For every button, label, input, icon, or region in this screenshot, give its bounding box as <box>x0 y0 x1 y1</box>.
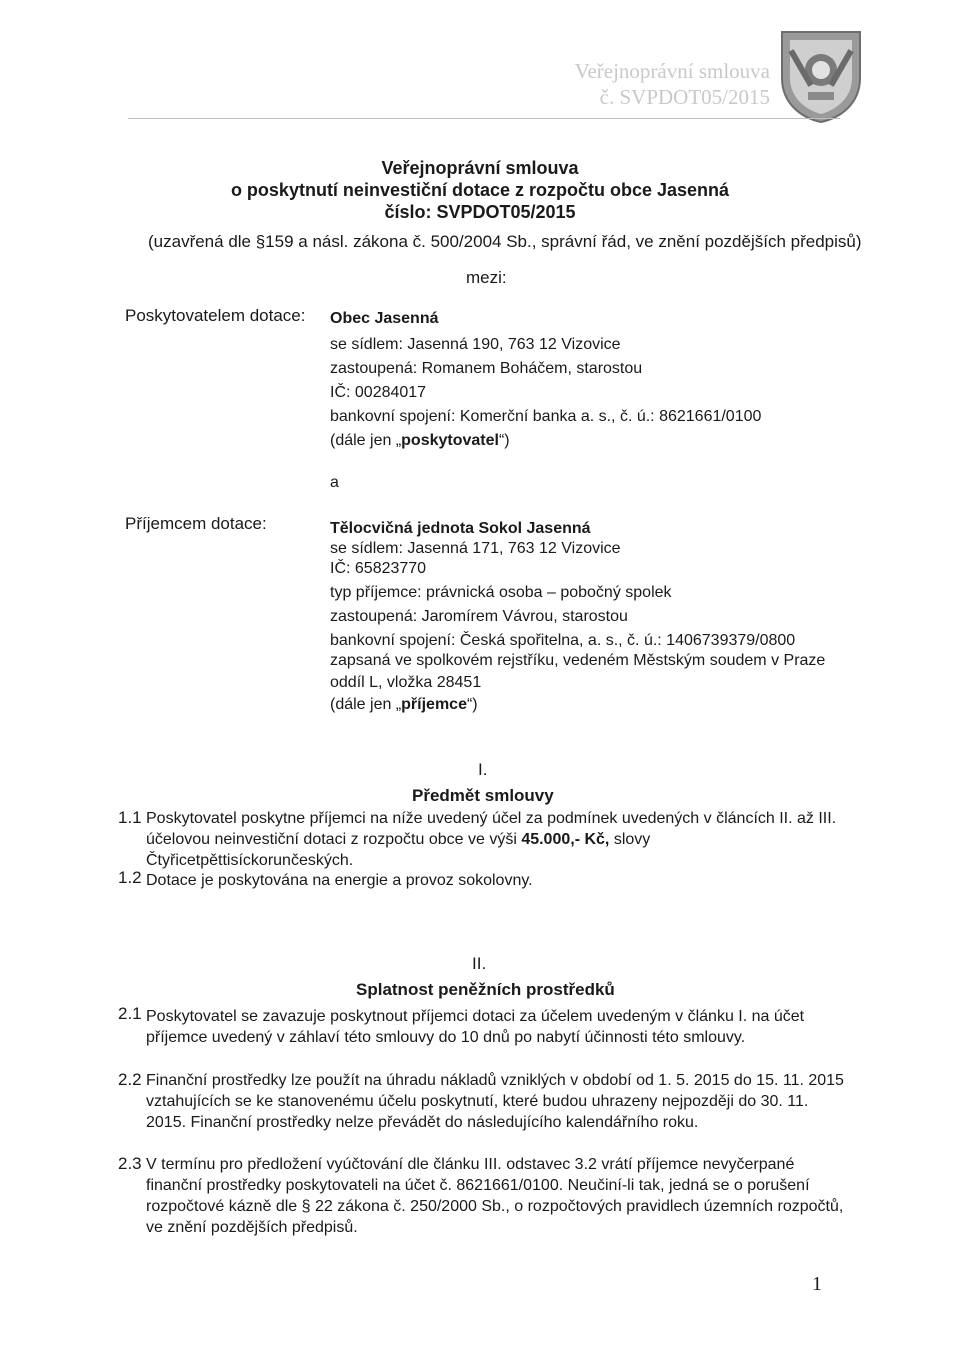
doc-subtitle: (uzavřená dle §159 a násl. zákona č. 500/2004 Sb., správní řád, ve znění pozdějších předpisů) <box>148 232 862 251</box>
paragraph-1-1-text-end: slovy Čtyřicetpěttisíckorunčeských. <box>146 831 651 869</box>
section-2-number: II. <box>472 954 487 973</box>
recipient-alias-post: “) <box>466 696 478 713</box>
and-separator: a <box>330 474 339 491</box>
between-label: mezi: <box>466 268 507 287</box>
provider-ic: IČ: 00284017 <box>330 384 427 401</box>
section-2-title: Splatnost peněžních prostředků <box>356 980 615 999</box>
doc-number: číslo: SVPDOT05/2015 <box>384 202 576 222</box>
provider-alias-pre: (dále jen „ <box>330 432 402 449</box>
recipient-alias-pre: (dále jen „ <box>330 696 402 713</box>
doc-title-line-2: o poskytnutí neinvestiční dotace z rozpočtu obce Jasenná <box>230 180 730 200</box>
paragraph-2-3: V termínu pro předložení vyúčtování dle článku III. odstavec 3.2 vrátí příjemce nevyčerpané finanční prostředky poskytovateli na účet č. 8621661/0100. Neučiní-li tak, jedná se o porušení rozpočtové kázně dle § 22 zákona č. 250/2000 Sb., o rozpočtových pravidlech územních rozpočtů, ve znění pozdějších předpisů. <box>146 1156 844 1236</box>
coat-of-arms-icon <box>778 26 864 124</box>
recipient-registry: zapsaná ve spolkovém rejstříku, vedeném Městským soudem v Praze <box>330 652 826 669</box>
recipient-ic: IČ: 65823770 <box>330 560 427 577</box>
paragraph-2-1: Poskytovatel se zavazuje poskytnout příjemci dotaci za účelem uvedeným v článku I. na účet příjemce uvedený v záhlaví této smlouvy do 10 dnů po nabytí účinnosti této smlouvy. <box>146 1008 805 1046</box>
recipient-alias-term: příjemce <box>401 696 467 713</box>
provider-alias-post: “) <box>498 432 510 449</box>
provider-seat: se sídlem: Jasenná 190, 763 12 Vizovice <box>330 336 621 353</box>
paragraph-number: 2.3 <box>118 1154 142 1173</box>
provider-alias-term: poskytovatel <box>401 432 499 449</box>
paragraph-2-2: Finanční prostředky lze použít na úhradu nákladů vzniklých v období od 1. 5. 2015 do 15. 11. 2015 vztahujících se ke stanovenému účelu poskytnutí, které budou uhrazeny nejpozději do 30. 11. 2015. Finanční prostředky nelze převádět do následujícího kalendářního roku. <box>146 1072 844 1131</box>
paragraph-1-1-text: Poskytovatel poskytne příjemci na níže uvedený účel za podmínek uvedených v článcích II. až III. účelovou neinvestiční dotaci z rozpočtu obce ve výši <box>146 810 837 848</box>
paragraph-number: 1.2 <box>118 868 142 887</box>
paragraph-1-2: Dotace je poskytována na energie a provoz sokolovny. <box>146 872 533 889</box>
page-number: 1 <box>812 1273 822 1295</box>
provider-name: Obec Jasenná <box>330 310 439 327</box>
provider-label: Poskytovatelem dotace: <box>125 306 306 325</box>
provider-alias <box>330 432 510 450</box>
recipient-represented: zastoupená: Jaromírem Vávrou, starostou <box>330 608 628 625</box>
recipient-type: typ příjemce: právnická osoba – pobočný spolek <box>330 584 672 601</box>
recipient-bank: bankovní spojení: Česká spořitelna, a. s., č. ú.: 1406739379/0800 <box>330 632 796 649</box>
header-line-2: č. SVPDOT05/2015 <box>599 85 770 109</box>
paragraph-number: 1.1 <box>118 808 142 827</box>
recipient-label: Příjemcem dotace: <box>125 514 267 533</box>
header-line-1: Veřejnoprávní smlouva <box>574 59 770 83</box>
header-text <box>575 58 770 110</box>
header-divider <box>128 118 840 119</box>
provider-represented: zastoupená: Romanem Boháčem, starostou <box>330 360 643 377</box>
recipient-section: oddíl L, vložka 28451 <box>330 674 482 691</box>
provider-bank: bankovní spojení: Komerční banka a. s., č. ú.: 8621661/0100 <box>330 408 762 425</box>
paragraph-1-1 <box>146 808 846 871</box>
paragraph-number: 2.2 <box>118 1070 142 1089</box>
recipient-seat: se sídlem: Jasenná 171, 763 12 Vizovice <box>330 540 621 557</box>
subsidy-amount: 45.000,- Kč, <box>521 831 610 848</box>
recipient-name: Tělocvičná jednota Sokol Jasenná <box>330 520 591 537</box>
doc-title: Veřejnoprávní smlouva <box>381 158 579 178</box>
section-1-title: Předmět smlouvy <box>412 786 554 805</box>
section-1-number: I. <box>478 760 488 779</box>
paragraph-number: 2.1 <box>118 1004 142 1023</box>
recipient-alias <box>330 696 478 714</box>
